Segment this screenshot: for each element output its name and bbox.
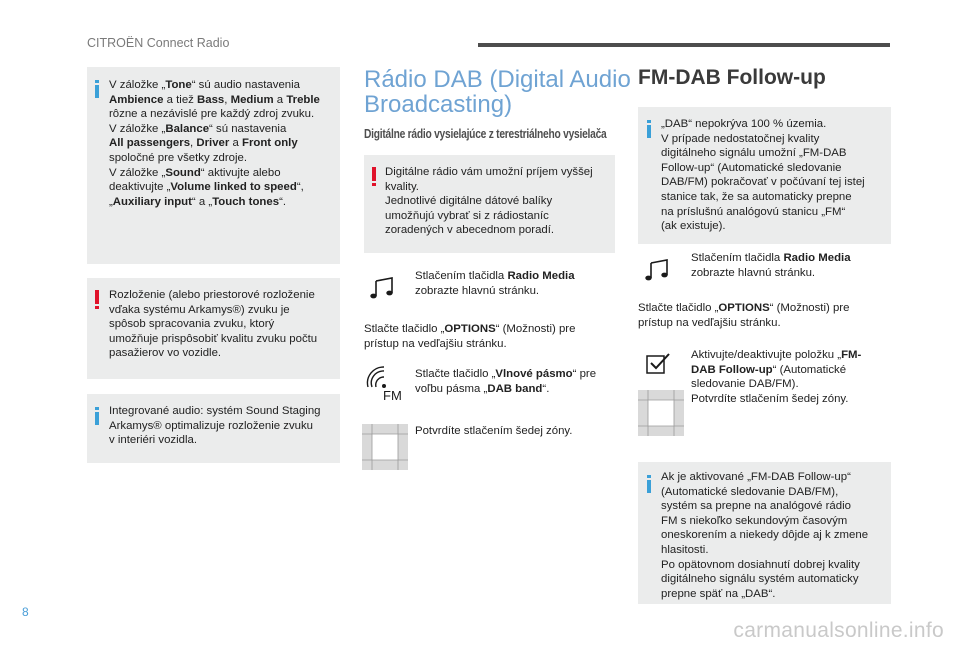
text: “ pre xyxy=(572,368,597,380)
text: , xyxy=(224,93,231,106)
text: V záložke „ xyxy=(109,166,166,179)
info-box-sound-staging xyxy=(87,394,340,463)
text: Stlačte tlačidlo „ xyxy=(415,368,496,380)
text-strong: OPTIONS xyxy=(718,302,770,314)
info-box-follow-up-active xyxy=(638,462,891,604)
header-bar xyxy=(478,43,890,47)
text: oneskorením a niekedy dôjde aj k zmene xyxy=(661,529,869,542)
text: „DAB“ nepokrýva 100 % územia. xyxy=(661,118,827,130)
title-line: Broadcasting) xyxy=(364,91,513,118)
text: hlasitosti. xyxy=(661,543,709,556)
text: prístup na vedľajšiu stránku. xyxy=(364,337,507,350)
title-line: Rádio DAB (Digital Audio xyxy=(364,66,631,93)
text: sledovanie DAB/FM). xyxy=(691,378,799,391)
text: a tiež xyxy=(163,93,198,106)
text: zoradených v abecednom poradí. xyxy=(385,224,555,237)
text: systém sa prepne na analógové rádio xyxy=(661,500,851,513)
gray-zone-icon xyxy=(638,390,684,436)
info-box-dab-coverage xyxy=(638,107,891,244)
text: prístup na vedľajšiu stránku. xyxy=(638,316,781,329)
text: Aktivujte/deaktivujte položku „ xyxy=(691,349,842,361)
text-strong: DAB band xyxy=(487,382,543,395)
fm-band-label: FM xyxy=(383,388,402,401)
text: „ xyxy=(109,195,113,208)
text-strong: DAB Follow-up xyxy=(691,363,773,376)
step-confirm: Potvrdíte stlačením šedej zóny. xyxy=(415,425,573,437)
text: voľbu pásma „ xyxy=(415,382,488,395)
text-strong: All passengers xyxy=(109,137,191,150)
text: Stlačte tlačidlo „ xyxy=(364,323,445,335)
text-strong: Touch tones xyxy=(212,195,280,208)
text: Rozloženie (alebo priestorové rozloženie xyxy=(109,289,315,301)
step-band xyxy=(415,367,615,396)
gray-zone-icon xyxy=(362,424,408,470)
text: “, xyxy=(296,181,304,194)
text-strong: Driver xyxy=(196,137,230,150)
music-note-icon xyxy=(645,258,671,282)
step-options xyxy=(364,322,614,351)
text: umožňujú vybrať si z rádiostaníc xyxy=(385,209,549,222)
text-strong: Bass xyxy=(197,93,225,106)
text-strong: FM- xyxy=(841,349,862,361)
text: “ (Automatické xyxy=(772,363,847,376)
info-icon xyxy=(95,407,99,425)
text-strong: Front only xyxy=(242,137,298,150)
text: “ sú nastavenia xyxy=(209,122,287,135)
text: “. xyxy=(279,195,287,208)
text: Stlačením tlačidla xyxy=(691,252,784,264)
text: spôsob spracovania zvuku, ktorý xyxy=(109,318,275,331)
text: Ak je aktivované „FM-DAB Follow-up“ xyxy=(661,471,851,483)
warning-icon xyxy=(95,290,99,309)
text: digitálneho signálu umožní „FM-DAB xyxy=(661,147,847,160)
text: Stlačením tlačidla xyxy=(415,270,508,282)
text-strong: Treble xyxy=(286,93,320,106)
text-strong: Auxiliary input xyxy=(112,195,192,208)
text: stanice tak, že sa automaticky prepne xyxy=(661,190,852,203)
text: Po opätovnom dosiahnutí dobrej kvality xyxy=(661,558,860,571)
text: FM s niekoľko sekundovým časovým xyxy=(661,514,848,527)
text: Digitálne rádio vám umožní príjem vyššej xyxy=(385,166,593,178)
text: V prípade nedostatočnej kvality xyxy=(661,132,820,145)
text: Follow-up“ (Automatické sledovanie xyxy=(661,161,842,174)
text: Integrované audio: systém Sound Staging xyxy=(109,405,321,417)
text: “ (Možnosti) pre xyxy=(769,302,850,314)
text: na príslušnú analógovú stanicu „FM“ xyxy=(661,205,846,218)
text-strong: Radio Media xyxy=(783,252,851,264)
step-follow-up xyxy=(691,348,887,406)
step-options xyxy=(638,301,888,330)
text-strong: Sound xyxy=(165,166,201,179)
music-note-icon xyxy=(370,276,396,300)
text: v interiéri vozidla. xyxy=(109,434,197,447)
step-radio-media xyxy=(415,269,615,298)
text: Stlačte tlačidlo „ xyxy=(638,302,719,314)
text: zobrazte hlavnú stránku. xyxy=(691,266,816,279)
text: Potvrdíte stlačením šedej zóny. xyxy=(691,392,849,405)
text: rôzne a nezávislé pre každý zdroj zvuku. xyxy=(109,108,315,121)
text: spoločné pre všetky zdroje. xyxy=(109,151,248,164)
text: umožňuje prispôsobiť kvalitu zvuku počtu xyxy=(109,332,318,345)
text-strong: Volume linked to speed xyxy=(170,181,297,194)
text: kvality. xyxy=(385,180,419,193)
text-strong: Radio Media xyxy=(507,270,575,282)
checkbox-icon xyxy=(646,351,672,375)
text: (ak existuje). xyxy=(661,220,726,233)
warning-box-digital-radio xyxy=(364,155,615,253)
text-strong: Tone xyxy=(165,79,192,91)
text: a xyxy=(229,137,242,150)
info-box-tone xyxy=(87,67,340,264)
text: “ sú audio nastavenia xyxy=(191,79,301,91)
step-radio-media xyxy=(691,251,891,280)
text-strong: Medium xyxy=(230,93,274,106)
text-strong: OPTIONS xyxy=(444,323,496,335)
text: DAB/FM) pokračovať v počúvaní tej istej xyxy=(661,176,865,189)
text: digitálneho signálu systém automaticky xyxy=(661,573,859,586)
text: , xyxy=(190,137,197,150)
section-title-fm-dab: FM-DAB Follow-up xyxy=(638,66,826,89)
text-strong: Ambience xyxy=(109,93,164,106)
info-icon xyxy=(647,120,651,138)
text: a xyxy=(273,93,287,106)
section-subtitle: Digitálne rádio vysielajúce z terestriálneho vysielača xyxy=(364,127,607,141)
text: (Automatické sledovanie DAB/FM), xyxy=(661,485,839,498)
info-icon xyxy=(95,80,99,98)
text: V záložke „ xyxy=(109,79,166,91)
text: “. xyxy=(542,382,550,395)
text: V záložke „ xyxy=(109,122,166,135)
text: deaktivujte „ xyxy=(109,181,171,194)
text-strong: Vlnové pásmo xyxy=(495,368,573,380)
info-icon xyxy=(647,475,651,493)
header-title: CITROËN Connect Radio xyxy=(87,36,230,50)
text: prepne späť na „DAB“. xyxy=(661,587,776,600)
text: pasažierov vo vozidle. xyxy=(109,347,222,360)
text: Arkamys® optimalizuje rozloženie zvuku xyxy=(109,419,314,432)
text: zobrazte hlavnú stránku. xyxy=(415,284,540,297)
fm-band-icon xyxy=(364,365,406,401)
text: “ a „ xyxy=(191,195,213,208)
text: Jednotlivé digitálne dátové balíky xyxy=(385,195,553,208)
warning-box-arkamys xyxy=(87,278,340,379)
page-number: 8 xyxy=(22,605,29,619)
watermark: carmanualsonline.info xyxy=(733,619,944,642)
text-strong: Balance xyxy=(165,122,210,135)
text: vďaka systému Arkamys®) zvuku je xyxy=(109,303,290,316)
warning-icon xyxy=(372,167,376,186)
section-title-dab xyxy=(364,67,631,117)
text: “ (Možnosti) pre xyxy=(495,323,576,335)
text: “ aktivujte alebo xyxy=(200,166,281,179)
